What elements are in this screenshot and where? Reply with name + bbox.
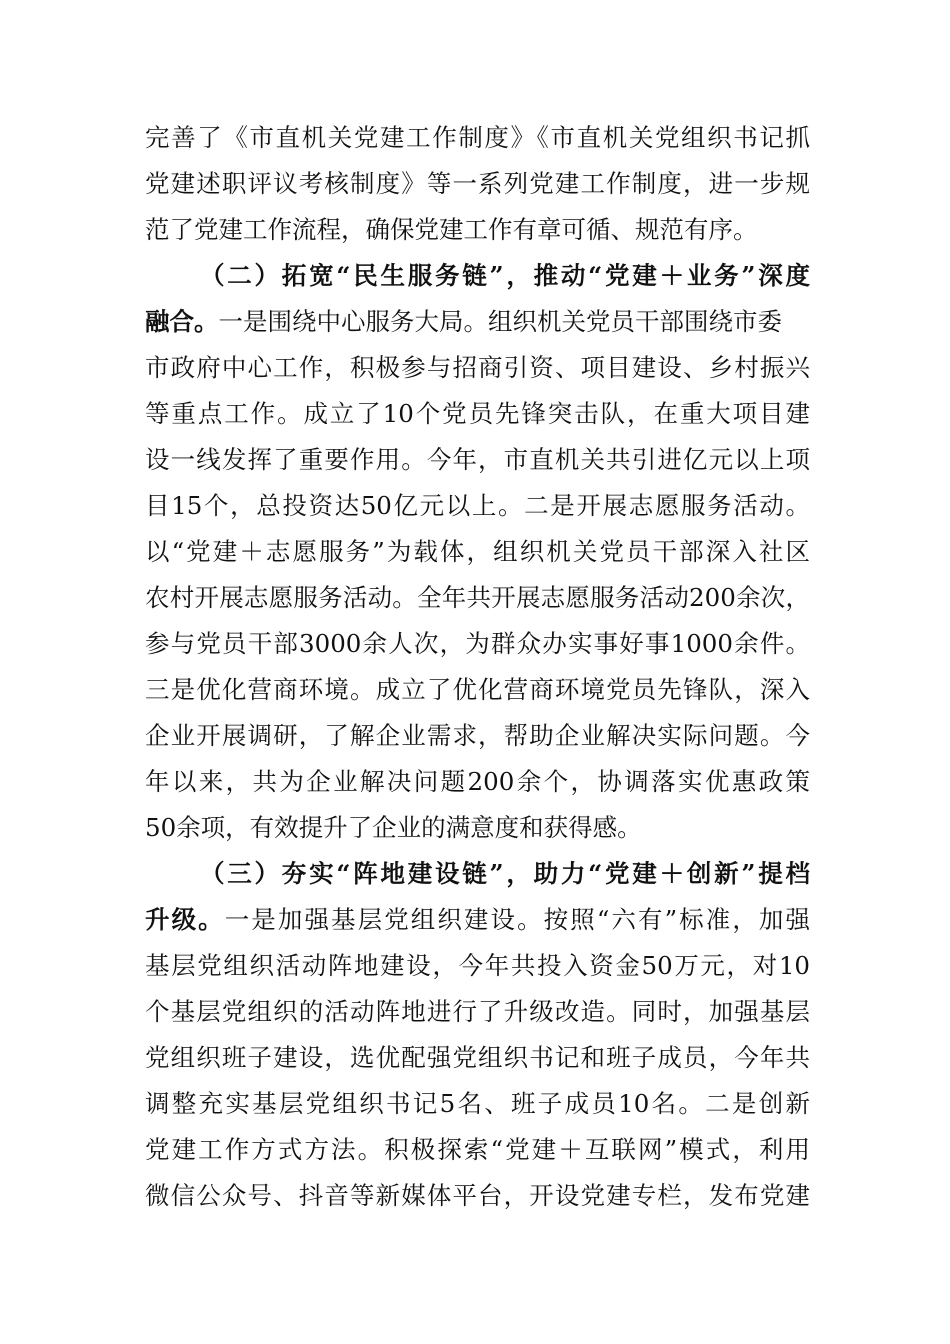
body-text: 一是围绕中心服务大局。组织机关党员干部围绕市委 bbox=[218, 307, 782, 336]
body-line: 完善了《市直机关党建工作制度》《市直机关党组织书记抓 bbox=[145, 123, 810, 152]
body-line: 以“党建＋志愿服务”为载体，组织机关党员干部深入社区 bbox=[145, 537, 810, 566]
body-line: 等重点工作。成立了10个党员先锋突击队，在重大项目建 bbox=[145, 399, 810, 428]
body-line: 个基层党组织的活动阵地进行了升级改造。同时，加强基层 bbox=[145, 997, 810, 1026]
body-line: 目15个，总投资达50亿元以上。二是开展志愿服务活动。 bbox=[145, 491, 810, 520]
body-line: 范了党建工作流程，确保党建工作有章可循、规范有序。 bbox=[145, 215, 758, 244]
body-line: 农村开展志愿服务活动。全年共开展志愿服务活动200余次， bbox=[145, 583, 810, 612]
body-line: 三是优化营商环境。成立了优化营商环境党员先锋队，深入 bbox=[145, 675, 810, 704]
body-line: 参与党员干部3000余人次，为群众办实事好事1000余件。 bbox=[145, 629, 810, 658]
body-line bbox=[145, 900, 810, 940]
section-heading-3: （三）夯实“阵地建设链”，助力“党建＋创新”提档 bbox=[200, 859, 810, 888]
body-line: 调整充实基层党组织书记5名、班子成员10名。二是创新 bbox=[145, 1089, 810, 1118]
body-line: 年以来，共为企业解决问题200余个，协调落实优惠政策 bbox=[145, 767, 810, 796]
body-line: 市政府中心工作，积极参与招商引资、项目建设、乡村振兴 bbox=[145, 353, 810, 382]
body-line: 党建工作方式方法。积极探索“党建＋互联网”模式，利用 bbox=[145, 1135, 810, 1164]
body-line: 党组织班子建设，选优配强党组织书记和班子成员，今年共 bbox=[145, 1043, 810, 1072]
body-text: 一是加强基层党组织建设。按照“六有”标准，加强 bbox=[224, 905, 810, 934]
section-heading-3-end: 升级。 bbox=[145, 905, 225, 934]
body-line: 企业开展调研，了解企业需求，帮助企业解决实际问题。今 bbox=[145, 721, 810, 750]
body-line: 微信公众号、抖音等新媒体平台，开设党建专栏，发布党建 bbox=[145, 1181, 810, 1210]
section-heading-2: （二）拓宽“民生服务链”，推动“党建＋业务”深度 bbox=[200, 261, 810, 290]
body-line: 设一线发挥了重要作用。今年，市直机关共引进亿元以上项 bbox=[145, 445, 810, 474]
section-heading-2-end: 融合。 bbox=[145, 307, 219, 336]
body-line: 党建述职评议考核制度》等一系列党建工作制度，进一步规 bbox=[145, 169, 810, 198]
body-line: 50余项，有效提升了企业的满意度和获得感。 bbox=[145, 813, 642, 842]
body-line bbox=[145, 302, 810, 342]
body-line: 基层党组织活动阵地建设，今年共投入资金50万元，对10 bbox=[145, 951, 810, 980]
